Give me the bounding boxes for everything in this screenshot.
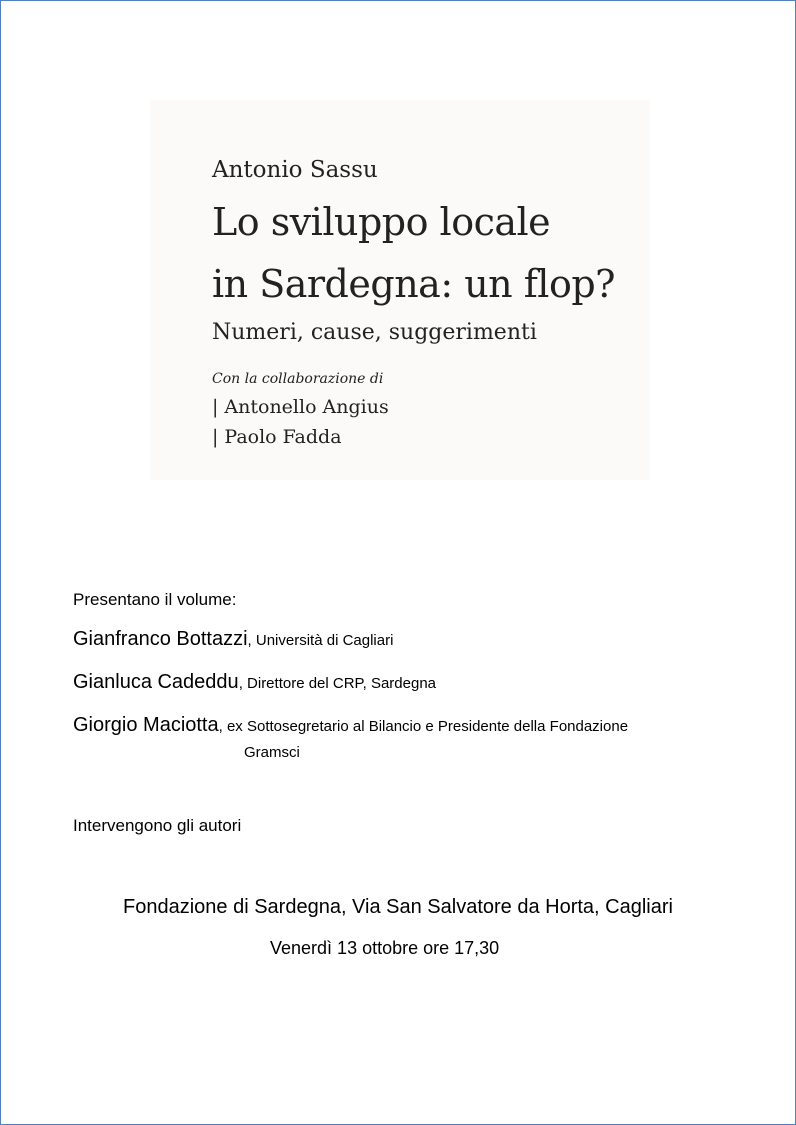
presenter-role: , Università di Cagliari xyxy=(247,632,394,649)
collaborator-bar: | xyxy=(212,426,219,448)
presenter-name: Gianfranco Bottazzi xyxy=(73,628,248,650)
book-subtitle: Numeri, cause, suggerimenti xyxy=(212,320,537,345)
presenter-entry xyxy=(73,628,393,651)
event-venue: Fondazione di Sardegna, Via San Salvatore da Horta, Cagliari xyxy=(123,896,673,918)
presenter-entry xyxy=(73,671,436,694)
collaborator-bar: | xyxy=(212,396,219,418)
presenters-heading: Presentano il volume: xyxy=(73,590,237,609)
event-datetime: Venerdì 13 ottobre ore 17,30 xyxy=(270,938,500,958)
authors-note: Intervengono gli autori xyxy=(73,816,242,835)
presenter-role: , Direttore del CRP, Sardegna xyxy=(238,675,437,692)
collaborator-name xyxy=(212,396,389,418)
book-title-line-1: Lo sviluppo locale xyxy=(212,200,551,244)
presenter-role: , ex Sottosegretario al Bilancio e Presidente della Fondazione xyxy=(218,718,629,735)
collaboration-label: Con la collaborazione di xyxy=(212,371,384,387)
presenter-role-continued: Gramsci xyxy=(244,744,300,761)
collaborator-name-text: Antonello Angius xyxy=(224,396,389,418)
presenter-entry xyxy=(73,714,628,737)
book-author: Antonio Sassu xyxy=(212,157,378,183)
book-title-line-2: in Sardegna: un flop? xyxy=(212,262,616,306)
presenter-name: Gianluca Cadeddu xyxy=(73,671,239,693)
collaborator-name-text: Paolo Fadda xyxy=(224,426,342,448)
presenter-name: Giorgio Maciotta xyxy=(73,714,219,736)
collaborator-name xyxy=(212,426,342,448)
